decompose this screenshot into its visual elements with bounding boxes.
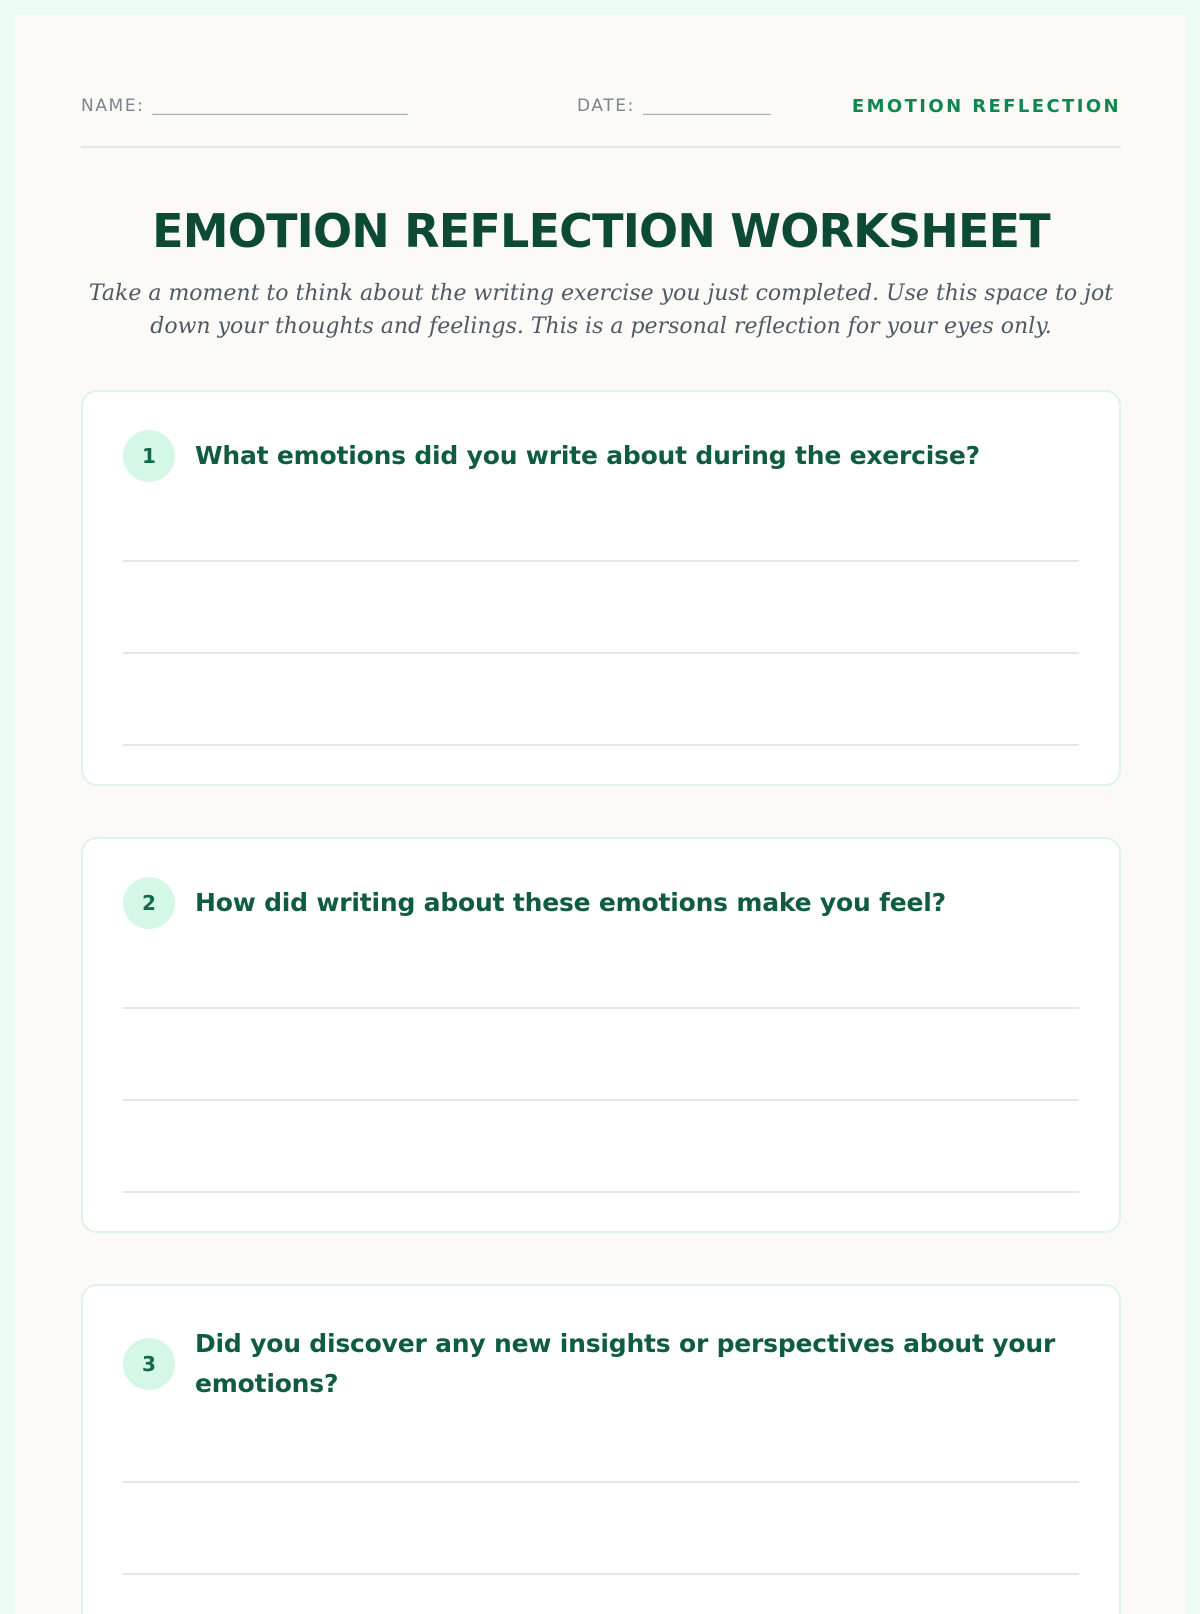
name-blank-line[interactable]: ______________________________: [152, 96, 408, 116]
question-text: What emotions did you write about during the exercise?: [195, 441, 980, 470]
answer-line[interactable]: [123, 560, 1079, 562]
page-title: EMOTION REFLECTION WORKSHEET: [152, 204, 1050, 258]
answer-line[interactable]: [123, 1099, 1079, 1101]
question-card-2: [81, 837, 1121, 1233]
worksheet-header: [81, 92, 1121, 148]
date-label: DATE:: [577, 96, 635, 116]
question-header: [123, 1324, 1079, 1404]
name-field: [81, 96, 407, 116]
question-header: [123, 877, 1079, 929]
answer-line[interactable]: [123, 1007, 1079, 1009]
question-card-1: [81, 390, 1121, 786]
question-number-badge: 2: [123, 877, 175, 929]
answer-line[interactable]: [123, 1481, 1079, 1483]
question-text: How did writing about these emotions make you feel?: [195, 888, 946, 917]
intro-text: Take a moment to think about the writing exercise you just completed. Use this space to jot down your thoughts and feelings. This is a personal reflection for your eyes only.: [88, 281, 1114, 339]
worksheet-page: [14, 14, 1186, 1614]
brand-label: EMOTION REFLECTION: [851, 96, 1121, 117]
question-text: Did you discover any new insights or perspectives about your emotions?: [195, 1329, 1056, 1398]
answer-line[interactable]: [123, 1191, 1079, 1193]
answer-line[interactable]: [123, 652, 1079, 654]
date-blank-line[interactable]: _______________: [642, 96, 771, 116]
answer-line[interactable]: [123, 744, 1079, 746]
question-card-3: [81, 1284, 1121, 1614]
answer-line[interactable]: [123, 1573, 1079, 1575]
question-header: [123, 430, 1079, 482]
question-number-badge: 3: [123, 1338, 175, 1390]
date-field: [577, 96, 770, 116]
name-label: NAME:: [81, 96, 145, 116]
question-number-badge: 1: [123, 430, 175, 482]
